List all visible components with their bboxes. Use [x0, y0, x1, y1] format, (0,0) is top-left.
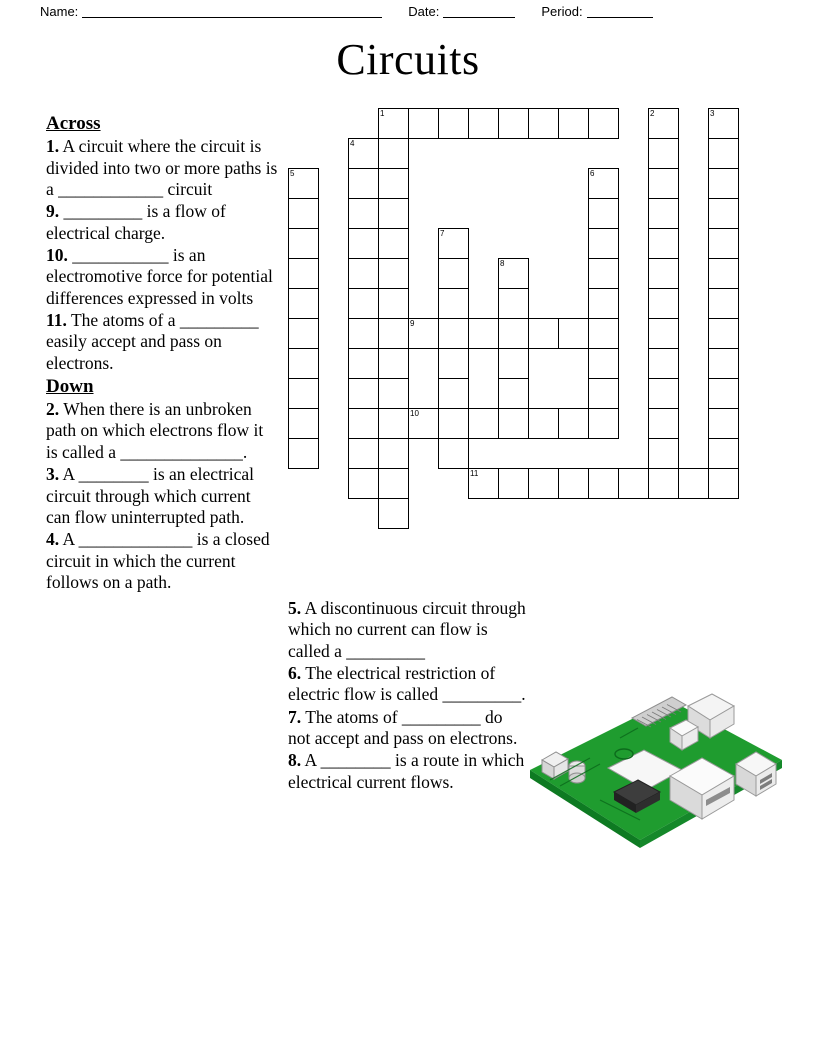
crossword-cell[interactable]: [348, 438, 379, 469]
clue-text: A discontinuous circuit through which no current can flow is called a _________: [288, 598, 526, 661]
crossword-cell[interactable]: [558, 408, 589, 439]
crossword-cell[interactable]: [708, 198, 739, 229]
crossword-cell[interactable]: [378, 258, 409, 289]
clue-down-2: [46, 399, 278, 463]
crossword-cell[interactable]: [288, 438, 319, 469]
crossword-cell[interactable]: [588, 258, 619, 289]
crossword-cell[interactable]: [348, 318, 379, 349]
crossword-cell[interactable]: [468, 318, 499, 349]
name-write-line[interactable]: [82, 5, 382, 18]
crossword-cell[interactable]: [438, 318, 469, 349]
clue-text: When there is an unbroken path on which electrons flow it is called a ______________.: [46, 399, 264, 462]
crossword-cell[interactable]: [648, 258, 679, 289]
clue-number: 6.: [288, 663, 302, 684]
name-label: Name:: [40, 3, 79, 19]
clues-column-left: [46, 112, 278, 594]
crossword-cell[interactable]: [378, 168, 409, 199]
crossword-cell[interactable]: [708, 378, 739, 409]
crossword-cell[interactable]: [378, 498, 409, 529]
crossword-cell[interactable]: [708, 348, 739, 379]
clue-text: _________ is a flow of electrical charge.: [46, 201, 226, 243]
crossword-cell[interactable]: [648, 198, 679, 229]
crossword-cell[interactable]: [588, 378, 619, 409]
circuit-board-illustration: [520, 680, 790, 880]
crossword-cell[interactable]: [378, 108, 409, 139]
clues-column-middle: [288, 598, 526, 794]
crossword-cell[interactable]: [588, 228, 619, 259]
crossword-cell[interactable]: [588, 348, 619, 379]
crossword-cell[interactable]: [498, 288, 529, 319]
crossword-cell[interactable]: [438, 408, 469, 439]
clue-text: The atoms of a _________ easily accept and pass on electrons.: [46, 309, 259, 373]
crossword-cell[interactable]: [288, 318, 319, 349]
clue-number: 9.: [46, 201, 60, 222]
clue-text: A ________ is an electrical circuit through which current can flow uninterrupted path.: [46, 464, 255, 527]
crossword-cell[interactable]: [708, 138, 739, 169]
crossword-cell[interactable]: [348, 138, 379, 169]
crossword-grid[interactable]: [288, 108, 784, 586]
crossword-cell[interactable]: [708, 228, 739, 259]
clue-down-4: [46, 529, 278, 593]
crossword-cell[interactable]: [468, 468, 499, 499]
clue-down-7: [288, 707, 526, 750]
crossword-cell[interactable]: [288, 408, 319, 439]
crossword-cell[interactable]: [348, 258, 379, 289]
crossword-cell[interactable]: [708, 438, 739, 469]
crossword-cell-number: 8: [500, 259, 505, 268]
crossword-cell[interactable]: [648, 468, 679, 499]
crossword-cell[interactable]: [498, 378, 529, 409]
crossword-cell[interactable]: [588, 408, 619, 439]
crossword-cell[interactable]: [648, 228, 679, 259]
clue-number: 1.: [46, 136, 60, 157]
crossword-cell[interactable]: [378, 378, 409, 409]
crossword-cell[interactable]: [708, 108, 739, 139]
clue-down-5: [288, 598, 526, 662]
crossword-cell[interactable]: [288, 228, 319, 259]
across-heading: Across: [46, 113, 101, 134]
crossword-cell-number: 3: [710, 109, 715, 118]
crossword-cell[interactable]: [588, 198, 619, 229]
clue-number: 7.: [288, 706, 302, 727]
crossword-cell[interactable]: [348, 378, 379, 409]
crossword-cell[interactable]: [588, 288, 619, 319]
clue-text: ___________ is an electromotive force for potential differences expressed in volts: [46, 244, 273, 308]
crossword-cell[interactable]: [288, 258, 319, 289]
crossword-cell[interactable]: [678, 468, 709, 499]
crossword-cell[interactable]: [528, 318, 559, 349]
crossword-cell[interactable]: [498, 408, 529, 439]
crossword-cell-number: 7: [440, 229, 445, 238]
date-write-line[interactable]: [443, 5, 515, 18]
crossword-cell[interactable]: [558, 468, 589, 499]
crossword-cell-number: 9: [410, 319, 415, 328]
crossword-cell[interactable]: [378, 438, 409, 469]
period-label: Period:: [541, 3, 583, 19]
crossword-cell-number: 10: [410, 409, 419, 418]
crossword-cell[interactable]: [288, 288, 319, 319]
crossword-cell[interactable]: [288, 378, 319, 409]
crossword-cell[interactable]: [378, 348, 409, 379]
crossword-cell[interactable]: [468, 108, 499, 139]
crossword-cell[interactable]: [438, 258, 469, 289]
clue-across-11: [46, 310, 278, 374]
crossword-cell[interactable]: [648, 378, 679, 409]
crossword-cell[interactable]: [438, 348, 469, 379]
crossword-cell[interactable]: [588, 168, 619, 199]
clue-text: A circuit where the circuit is divided into two or more paths is a ____________ circuit: [46, 136, 278, 199]
crossword-cell[interactable]: [708, 168, 739, 199]
crossword-cell[interactable]: [648, 438, 679, 469]
clue-text: The electrical restriction of electric flow is called _________.: [288, 663, 526, 705]
crossword-cell[interactable]: [438, 438, 469, 469]
crossword-cell[interactable]: [288, 168, 319, 199]
clue-number: 3.: [46, 464, 60, 485]
clue-down-8: [288, 750, 526, 793]
crossword-cell[interactable]: [708, 318, 739, 349]
crossword-cell[interactable]: [348, 168, 379, 199]
crossword-cell[interactable]: [648, 318, 679, 349]
crossword-cell[interactable]: [708, 468, 739, 499]
period-write-line[interactable]: [587, 5, 653, 18]
crossword-cell[interactable]: [648, 108, 679, 139]
crossword-cell[interactable]: [378, 228, 409, 259]
crossword-cell[interactable]: [348, 198, 379, 229]
crossword-cell[interactable]: [438, 108, 469, 139]
crossword-cell[interactable]: [378, 318, 409, 349]
page-title: Circuits: [336, 35, 480, 84]
down-heading: Down: [46, 375, 94, 397]
crossword-cell[interactable]: [438, 288, 469, 319]
crossword-cell[interactable]: [468, 408, 499, 439]
crossword-cell[interactable]: [588, 108, 619, 139]
crossword-cell[interactable]: [648, 288, 679, 319]
clue-text: A ________ is a route in which electrical current flows.: [288, 750, 525, 792]
crossword-cell-number: 2: [650, 109, 655, 118]
clue-down-6: [288, 663, 526, 706]
clue-number: 10.: [46, 244, 68, 265]
crossword-cell[interactable]: [528, 408, 559, 439]
crossword-cell[interactable]: [408, 318, 439, 349]
crossword-cell[interactable]: [498, 468, 529, 499]
crossword-cell[interactable]: [288, 348, 319, 379]
crossword-cell[interactable]: [558, 108, 589, 139]
crossword-cell[interactable]: [498, 258, 529, 289]
clue-across-9: [46, 201, 278, 244]
crossword-cell[interactable]: [648, 348, 679, 379]
crossword-cell-number: 1: [380, 109, 385, 118]
crossword-cell[interactable]: [588, 468, 619, 499]
clue-number: 8.: [288, 750, 302, 771]
crossword-cell[interactable]: [348, 288, 379, 319]
crossword-cell[interactable]: [378, 198, 409, 229]
crossword-cell[interactable]: [378, 288, 409, 319]
date-label: Date:: [408, 3, 440, 19]
crossword-cell[interactable]: [378, 468, 409, 499]
crossword-cell[interactable]: [438, 228, 469, 259]
crossword-cell[interactable]: [348, 348, 379, 379]
crossword-cell-number: 4: [350, 139, 355, 148]
crossword-cell[interactable]: [648, 138, 679, 169]
clue-text: A _____________ is a closed circuit in which the current follows on a path.: [46, 529, 270, 592]
clue-down-3: [46, 464, 278, 528]
clue-text: The atoms of _________ do not accept and pass on electrons.: [288, 706, 518, 749]
crossword-cell[interactable]: [498, 348, 529, 379]
crossword-cell[interactable]: [348, 408, 379, 439]
crossword-cell[interactable]: [708, 258, 739, 289]
clue-across-1: [46, 136, 278, 200]
crossword-cell[interactable]: [408, 408, 439, 439]
crossword-cell[interactable]: [348, 228, 379, 259]
crossword-cell[interactable]: [498, 318, 529, 349]
crossword-cell-number: 6: [590, 169, 595, 178]
worksheet-header: [40, 0, 776, 22]
crossword-cell-number: 5: [290, 169, 295, 178]
crossword-cell[interactable]: [708, 288, 739, 319]
crossword-cell[interactable]: [408, 108, 439, 139]
crossword-cell[interactable]: [708, 408, 739, 439]
clue-number: 4.: [46, 529, 60, 550]
clue-number: 11.: [46, 309, 67, 330]
crossword-cell[interactable]: [648, 168, 679, 199]
crossword-cell[interactable]: [588, 318, 619, 349]
crossword-cell[interactable]: [288, 198, 319, 229]
crossword-cell[interactable]: [528, 468, 559, 499]
crossword-cell[interactable]: [378, 408, 409, 439]
clue-across-10: [46, 245, 278, 309]
crossword-cell[interactable]: [528, 108, 559, 139]
clue-number: 5.: [288, 598, 302, 618]
crossword-cell[interactable]: [438, 378, 469, 409]
crossword-cell[interactable]: [378, 138, 409, 169]
crossword-cell[interactable]: [498, 108, 529, 139]
crossword-cell[interactable]: [618, 468, 649, 499]
crossword-cell[interactable]: [558, 318, 589, 349]
crossword-cell[interactable]: [648, 408, 679, 439]
clue-number: 2.: [46, 399, 60, 420]
crossword-cell[interactable]: [348, 468, 379, 499]
crossword-cell-number: 11: [470, 469, 479, 478]
